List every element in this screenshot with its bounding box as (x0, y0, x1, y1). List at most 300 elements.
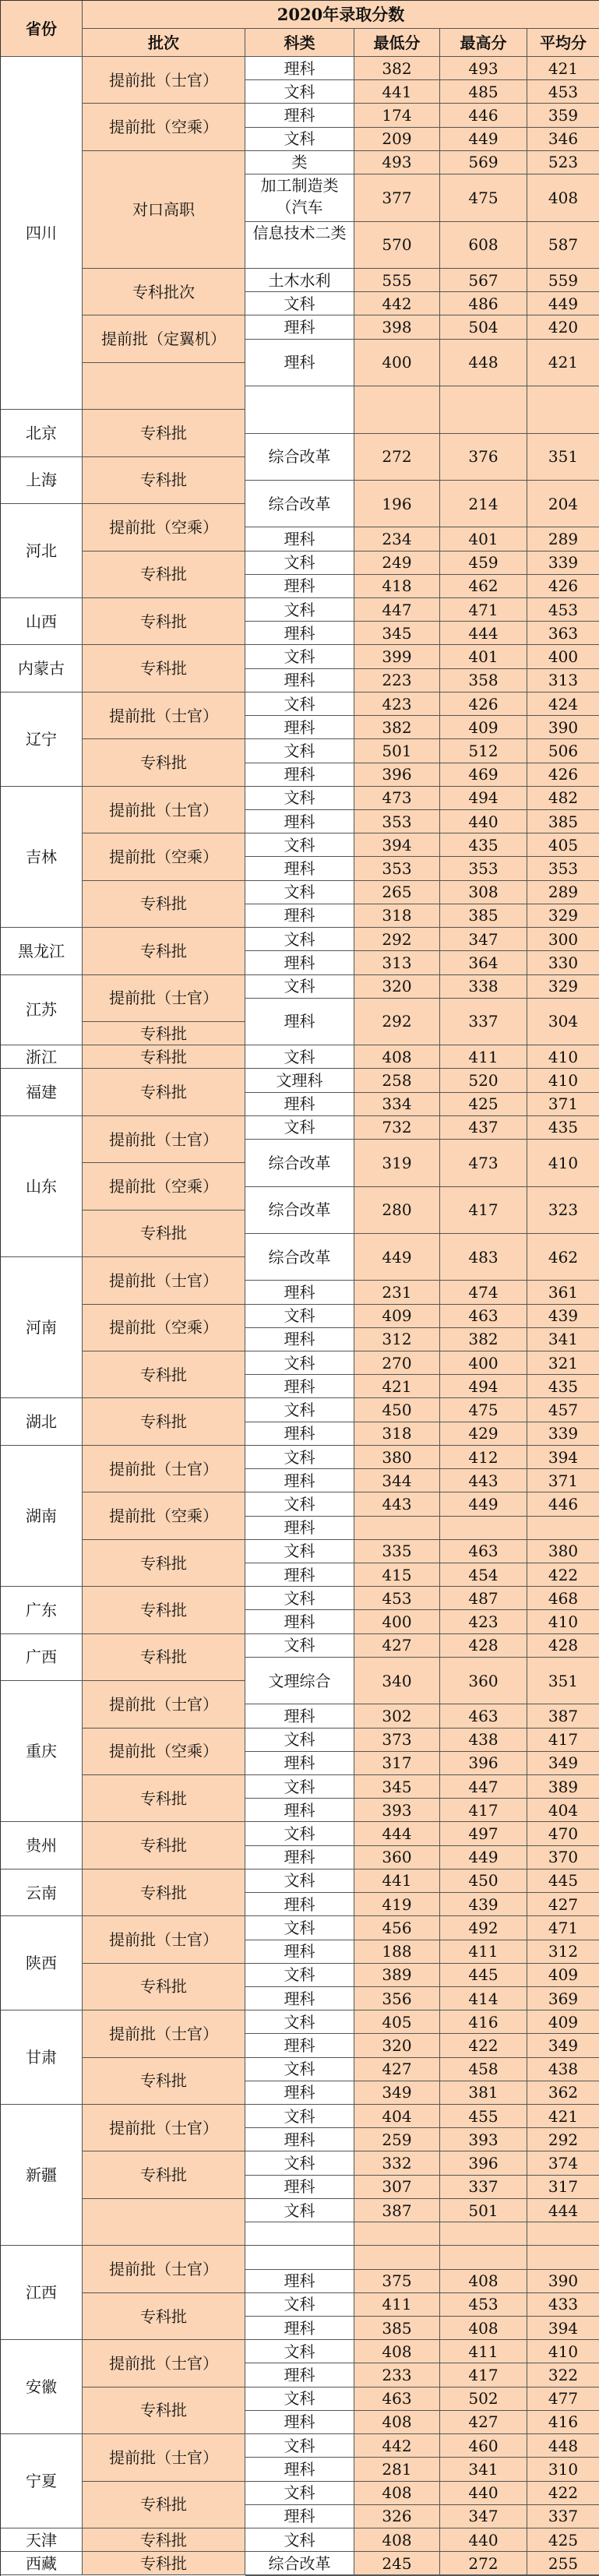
min-score-cell: 280 (354, 1187, 440, 1234)
max-score-cell: 423 (440, 1610, 527, 1633)
subject-cell (245, 386, 354, 433)
avg-score-cell: 417 (527, 1728, 599, 1752)
max-score-cell: 408 (440, 2317, 527, 2340)
subject-cell: 文科 (245, 292, 354, 315)
max-score-cell: 428 (440, 1634, 527, 1658)
province-cell: 广东 (1, 1587, 83, 1633)
min-score-cell: 377 (354, 174, 440, 221)
max-score-cell: 400 (440, 1351, 527, 1375)
max-score-cell: 214 (440, 481, 527, 527)
max-score-cell: 520 (440, 1069, 527, 1092)
batch-cell: 专科批 (83, 2552, 245, 2575)
subject-cell: 文科 (245, 1492, 354, 1516)
min-score-cell: 188 (354, 1940, 440, 1964)
min-score-cell: 400 (354, 340, 440, 386)
max-score-cell: 425 (440, 1093, 527, 1116)
max-score-cell: 396 (440, 2151, 527, 2175)
min-score-cell: 442 (354, 2434, 440, 2458)
avg-score-cell: 421 (527, 57, 599, 80)
min-score-cell: 423 (354, 692, 440, 716)
min-score-cell: 231 (354, 1281, 440, 1304)
avg-score-cell: 300 (527, 928, 599, 951)
avg-score-cell: 453 (527, 80, 599, 104)
batch-cell: 提前批（士官） (83, 2340, 245, 2387)
max-score-cell: 338 (440, 975, 527, 999)
batch-cell: 专科批 (83, 1022, 245, 1045)
batch-cell: 专科批 (83, 1045, 245, 1069)
min-score-cell (354, 386, 440, 433)
province-cell: 福建 (1, 1069, 83, 1115)
batch-cell: 提前批（定翼机） (83, 315, 245, 362)
subject-cell: 文科 (245, 739, 354, 763)
province-cell: 辽宁 (1, 692, 83, 787)
min-score-cell (354, 1517, 440, 1540)
avg-score-cell: 371 (527, 1093, 599, 1116)
avg-score-cell: 424 (527, 692, 599, 716)
max-score-cell: 439 (440, 1893, 527, 1916)
min-score-cell: 373 (354, 1728, 440, 1752)
min-score-cell: 493 (354, 151, 440, 174)
subject-cell: 理科 (245, 2363, 354, 2387)
subject-cell: 理科 (245, 104, 354, 127)
min-score-cell: 344 (354, 1469, 440, 1492)
province-cell: 上海 (1, 457, 83, 504)
batch-cell: 专科批 (83, 881, 245, 928)
max-score-cell: 411 (440, 1940, 527, 1964)
subject-cell: 综合改革 (245, 434, 354, 481)
avg-score-cell: 361 (527, 1281, 599, 1304)
max-score-cell: 337 (440, 999, 527, 1045)
avg-score-cell: 351 (527, 434, 599, 481)
min-score-cell: 408 (354, 2482, 440, 2505)
min-score-cell: 442 (354, 292, 440, 315)
min-score-cell: 399 (354, 645, 440, 668)
batch-cell: 专科批 (83, 1398, 245, 1445)
avg-score-cell: 351 (527, 1658, 599, 1704)
min-score-cell: 265 (354, 881, 440, 904)
min-score-cell: 319 (354, 1140, 440, 1186)
avg-score-cell: 255 (527, 2552, 599, 2575)
avg-score-cell (527, 1517, 599, 1540)
avg-score-cell: 312 (527, 1940, 599, 1964)
avg-score-cell: 421 (527, 2105, 599, 2128)
max-score-cell: 494 (440, 787, 527, 810)
min-score-cell: 318 (354, 1422, 440, 1446)
subject-cell: 理科 (245, 315, 354, 339)
max-score-cell: 444 (440, 622, 527, 645)
province-cell: 浙江 (1, 1045, 83, 1069)
max-score-cell: 417 (440, 2363, 527, 2387)
min-score-cell: 421 (354, 1375, 440, 1398)
subject-cell: 理科 (245, 1517, 354, 1540)
batch-cell: 专科批 (83, 1634, 245, 1681)
subject-cell: 文科 (245, 2434, 354, 2458)
subject-cell: 理科 (245, 716, 354, 739)
max-score-cell: 449 (440, 128, 527, 151)
avg-score-cell (527, 2246, 599, 2269)
province-cell: 甘肃 (1, 2010, 83, 2105)
min-score-cell: 345 (354, 1775, 440, 1799)
batch-cell: 专科批 (83, 1210, 245, 1257)
avg-score-cell: 387 (527, 1704, 599, 1728)
max-score-cell: 443 (440, 1469, 527, 1492)
avg-score-cell: 329 (527, 904, 599, 928)
min-score-cell: 387 (354, 2199, 440, 2222)
max-score-cell: 426 (440, 692, 527, 716)
batch-cell: 对口高职 (83, 151, 245, 269)
max-score-cell: 353 (440, 857, 527, 880)
province-cell: 湖南 (1, 1446, 83, 1587)
subject-cell: 加工制造类（汽车 (245, 174, 354, 221)
batch-cell: 提前批（士官） (83, 2434, 245, 2481)
min-score-cell: 258 (354, 1069, 440, 1092)
avg-score-cell: 409 (527, 1964, 599, 1987)
batch-cell: 专科批 (83, 1964, 245, 2010)
min-score-cell: 360 (354, 1846, 440, 1869)
min-score-cell: 449 (354, 1234, 440, 1281)
subject-cell: 文科 (245, 1045, 354, 1069)
batch-cell (83, 2199, 245, 2246)
min-score-cell: 444 (354, 1822, 440, 1845)
subject-cell: 理科 (245, 2317, 354, 2340)
batch-cell: 提前批（士官） (83, 57, 245, 104)
subject-cell: 理科 (245, 340, 354, 386)
min-score-cell: 382 (354, 57, 440, 80)
subject-cell: 文科 (245, 2482, 354, 2505)
min-score-cell: 427 (354, 2058, 440, 2081)
min-score-cell: 419 (354, 1893, 440, 1916)
batch-cell: 专科批 (83, 739, 245, 786)
min-score-cell: 326 (354, 2505, 440, 2528)
avg-score-cell: 410 (527, 2340, 599, 2363)
min-score-cell: 292 (354, 999, 440, 1045)
min-score-header: 最低分 (354, 29, 440, 57)
max-score-cell: 411 (440, 1045, 527, 1069)
avg-score-cell: 410 (527, 1069, 599, 1092)
max-score-cell: 447 (440, 1775, 527, 1799)
avg-score-cell: 457 (527, 1398, 599, 1422)
min-score-cell: 408 (354, 1045, 440, 1069)
batch-cell: 提前批（士官） (83, 2010, 245, 2057)
min-score-cell: 398 (354, 315, 440, 339)
max-score-cell: 567 (440, 269, 527, 292)
max-score-cell: 463 (440, 1704, 527, 1728)
max-score-cell: 347 (440, 2505, 527, 2528)
subject-cell: 文科 (245, 881, 354, 904)
avg-score-cell: 349 (527, 1752, 599, 1775)
subject-cell: 理科 (245, 857, 354, 880)
subject-cell: 文科 (245, 1869, 354, 1893)
avg-score-cell: 410 (527, 1045, 599, 1069)
subject-cell: 文科 (245, 1964, 354, 1987)
subject-cell: 理科 (245, 1846, 354, 1869)
min-score-cell: 196 (354, 481, 440, 527)
min-score-cell: 292 (354, 928, 440, 951)
avg-score-cell: 482 (527, 787, 599, 810)
province-cell: 陕西 (1, 1916, 83, 2010)
avg-score-cell: 559 (527, 269, 599, 292)
subject-cell: 文科 (245, 975, 354, 999)
batch-cell: 提前批（空乘） (83, 833, 245, 880)
min-score-cell: 443 (354, 1492, 440, 1516)
max-score-cell: 475 (440, 1398, 527, 1422)
subject-cell: 文科 (245, 2340, 354, 2363)
avg-score-cell: 422 (527, 2482, 599, 2505)
subject-cell: 文科 (245, 80, 354, 104)
subject-cell: 文科 (245, 1398, 354, 1422)
avg-score-cell: 329 (527, 975, 599, 999)
min-score-cell: 318 (354, 904, 440, 928)
min-score-cell: 555 (354, 269, 440, 292)
avg-score-cell: 363 (527, 622, 599, 645)
avg-score-cell: 435 (527, 1116, 599, 1140)
province-cell: 吉林 (1, 787, 83, 928)
subject-cell: 理科 (245, 1328, 354, 1351)
subject-cell (245, 2246, 354, 2269)
province-cell: 重庆 (1, 1681, 83, 1822)
subject-cell: 文科 (245, 692, 354, 716)
avg-score-cell: 438 (527, 2058, 599, 2081)
min-score-cell: 447 (354, 598, 440, 622)
subject-cell: 文理综合 (245, 1658, 354, 1704)
avg-score-cell: 425 (527, 2528, 599, 2552)
avg-score-cell: 446 (527, 1492, 599, 1516)
subject-cell: 文科 (245, 2528, 354, 2552)
max-score-cell: 364 (440, 951, 527, 974)
subject-cell: 文科 (245, 1634, 354, 1658)
avg-score-cell: 444 (527, 2199, 599, 2222)
avg-score-cell: 471 (527, 1916, 599, 1940)
max-score-cell: 497 (440, 1822, 527, 1845)
subject-cell: 文科 (245, 1351, 354, 1375)
subject-cell: 综合改革 (245, 1187, 354, 1234)
max-score-cell: 417 (440, 1187, 527, 1234)
avg-score-cell: 428 (527, 1634, 599, 1658)
max-score-cell: 440 (440, 2528, 527, 2552)
subject-cell: 理科 (245, 1987, 354, 2010)
max-score-cell: 445 (440, 1964, 527, 1987)
min-score-cell: 353 (354, 857, 440, 880)
min-score-cell: 334 (354, 1093, 440, 1116)
max-score-cell: 435 (440, 833, 527, 857)
subject-cell: 文科 (245, 645, 354, 668)
avg-score-cell: 394 (527, 1446, 599, 1469)
avg-score-cell: 404 (527, 1799, 599, 1822)
avg-score-cell: 435 (527, 1375, 599, 1398)
avg-score-cell: 409 (527, 2010, 599, 2034)
province-cell: 江西 (1, 2246, 83, 2340)
min-score-cell: 463 (354, 2387, 440, 2411)
subject-cell: 综合改革 (245, 2552, 354, 2575)
max-score-cell: 381 (440, 2081, 527, 2105)
batch-cell: 提前批（士官） (83, 2105, 245, 2151)
max-score-cell: 460 (440, 2434, 527, 2458)
batch-cell: 专科批 (83, 2528, 245, 2552)
max-score-cell: 341 (440, 2458, 527, 2481)
subject-cell: 理科 (245, 622, 354, 645)
max-score-cell: 485 (440, 80, 527, 104)
subject-cell: 文科 (245, 833, 354, 857)
min-score-cell: 418 (354, 575, 440, 598)
min-score-cell: 307 (354, 2176, 440, 2199)
batch-cell: 提前批（士官） (83, 1446, 245, 1492)
avg-score-cell: 289 (527, 527, 599, 551)
avg-score-cell: 477 (527, 2387, 599, 2411)
max-score-cell: 475 (440, 174, 527, 221)
max-score-cell: 449 (440, 1492, 527, 1516)
subject-cell: 理科 (245, 810, 354, 833)
province-cell: 黑龙江 (1, 928, 83, 974)
subject-cell: 理科 (245, 1563, 354, 1587)
subject-cell: 理科 (245, 575, 354, 598)
batch-cell: 专科批 (83, 551, 245, 598)
batch-cell: 提前批（空乘） (83, 1163, 245, 1210)
batch-cell: 专科批 (83, 410, 245, 456)
min-score-cell: 389 (354, 1964, 440, 1987)
min-score-cell: 234 (354, 527, 440, 551)
subject-cell: 理科 (245, 1375, 354, 1398)
avg-score-cell: 289 (527, 881, 599, 904)
max-score-cell: 462 (440, 575, 527, 598)
min-score-cell: 335 (354, 1540, 440, 1563)
min-score-cell: 450 (354, 1398, 440, 1422)
max-score-cell: 347 (440, 928, 527, 951)
subject-cell: 理科 (245, 1610, 354, 1633)
min-score-cell: 233 (354, 2363, 440, 2387)
max-score-cell: 453 (440, 2293, 527, 2317)
max-score-cell: 473 (440, 1140, 527, 1186)
avg-score-cell (527, 386, 599, 433)
avg-score-cell: 390 (527, 2270, 599, 2293)
max-score-cell: 474 (440, 1281, 527, 1304)
min-score-cell: 353 (354, 810, 440, 833)
subject-cell: 理科 (245, 1893, 354, 1916)
province-cell: 云南 (1, 1869, 83, 1916)
subject-cell: 理科 (245, 669, 354, 692)
max-score-cell: 471 (440, 598, 527, 622)
subject-cell: 理科 (245, 1422, 354, 1446)
avg-score-cell: 587 (527, 222, 599, 269)
max-score-cell: 416 (440, 2010, 527, 2034)
max-score-cell: 450 (440, 1869, 527, 1893)
max-score-cell: 512 (440, 739, 527, 763)
province-cell: 山东 (1, 1116, 83, 1257)
avg-score-cell: 380 (527, 1540, 599, 1563)
min-score-cell: 259 (354, 2128, 440, 2151)
max-score-cell (440, 1517, 527, 1540)
max-score-cell: 308 (440, 881, 527, 904)
batch-cell: 提前批（士官） (83, 2246, 245, 2292)
subject-cell: 文科 (245, 2151, 354, 2175)
min-score-cell: 393 (354, 1799, 440, 1822)
batch-cell: 提前批（空乘） (83, 1728, 245, 1775)
min-score-cell: 313 (354, 951, 440, 974)
avg-score-cell: 390 (527, 716, 599, 739)
subject-cell: 综合改革 (245, 1140, 354, 1186)
avg-score-cell: 421 (527, 340, 599, 386)
avg-score-cell: 371 (527, 1469, 599, 1492)
province-cell: 广西 (1, 1634, 83, 1681)
subject-cell: 类 (245, 151, 354, 174)
min-score-cell: 272 (354, 434, 440, 481)
subject-cell: 文科 (245, 2293, 354, 2317)
subject-cell: 信息技术二类 (245, 222, 354, 269)
avg-score-cell: 323 (527, 1187, 599, 1234)
max-score-cell: 437 (440, 1116, 527, 1140)
subject-cell: 文科 (245, 1587, 354, 1610)
avg-score-cell: 422 (527, 1563, 599, 1587)
subject-cell: 理科 (245, 763, 354, 787)
avg-score-cell: 470 (527, 1822, 599, 1845)
subject-cell: 理科 (245, 1752, 354, 1775)
min-score-cell: 340 (354, 1658, 440, 1704)
batch-cell: 专科批 (83, 928, 245, 974)
max-score-cell: 455 (440, 2105, 527, 2128)
max-score-cell: 358 (440, 669, 527, 692)
province-cell: 西藏 (1, 2552, 83, 2575)
avg-score-cell: 453 (527, 598, 599, 622)
subject-cell: 文科 (245, 1540, 354, 1563)
min-score-cell (354, 2246, 440, 2269)
province-cell: 江苏 (1, 975, 83, 1046)
batch-cell: 提前批（士官） (83, 1257, 245, 1304)
province-cell: 宁夏 (1, 2434, 83, 2528)
province-cell: 四川 (1, 57, 83, 410)
min-score-cell: 408 (354, 2340, 440, 2363)
batch-cell: 专科批 (83, 1822, 245, 1869)
avg-score-cell: 416 (527, 2411, 599, 2434)
min-score-cell: 281 (354, 2458, 440, 2481)
max-score-cell: 454 (440, 1563, 527, 1587)
max-score-cell: 409 (440, 716, 527, 739)
province-cell: 北京 (1, 410, 83, 456)
subject-cell: 理科 (245, 1704, 354, 1728)
subject-cell: 文科 (245, 1822, 354, 1845)
min-score-cell: 302 (354, 1704, 440, 1728)
subject-cell: 理科 (245, 2128, 354, 2151)
min-score-cell: 249 (354, 551, 440, 575)
max-score-cell: 408 (440, 2270, 527, 2293)
max-score-cell: 502 (440, 2387, 527, 2411)
max-score-cell: 414 (440, 1987, 527, 2010)
subject-cell: 综合改革 (245, 481, 354, 527)
avg-score-cell: 337 (527, 2505, 599, 2528)
avg-score-cell: 448 (527, 2434, 599, 2458)
province-cell: 贵州 (1, 1822, 83, 1869)
subject-cell: 文科 (245, 1446, 354, 1469)
subject-cell: 文科 (245, 2105, 354, 2128)
province-cell: 河北 (1, 504, 83, 598)
max-score-cell: 360 (440, 1658, 527, 1704)
batch-cell: 专科批 (83, 1351, 245, 1398)
subject-cell: 文科 (245, 1728, 354, 1752)
batch-cell: 提前批（士官） (83, 1681, 245, 1728)
avg-score-cell: 394 (527, 2317, 599, 2340)
avg-score-cell: 374 (527, 2151, 599, 2175)
min-score-cell: 456 (354, 1916, 440, 1940)
batch-cell: 提前批（士官） (83, 1116, 245, 1163)
min-score-cell: 245 (354, 2552, 440, 2575)
max-score-cell: 608 (440, 222, 527, 269)
avg-score-cell: 317 (527, 2176, 599, 2199)
batch-cell: 提前批（士官） (83, 1916, 245, 1963)
batch-cell: 专科批 (83, 2151, 245, 2198)
province-cell: 内蒙古 (1, 645, 83, 692)
min-score-cell: 408 (354, 2411, 440, 2434)
batch-cell: 专科批 (83, 1869, 245, 1916)
subject-cell: 文科 (245, 787, 354, 810)
avg-score-cell: 462 (527, 1234, 599, 1281)
